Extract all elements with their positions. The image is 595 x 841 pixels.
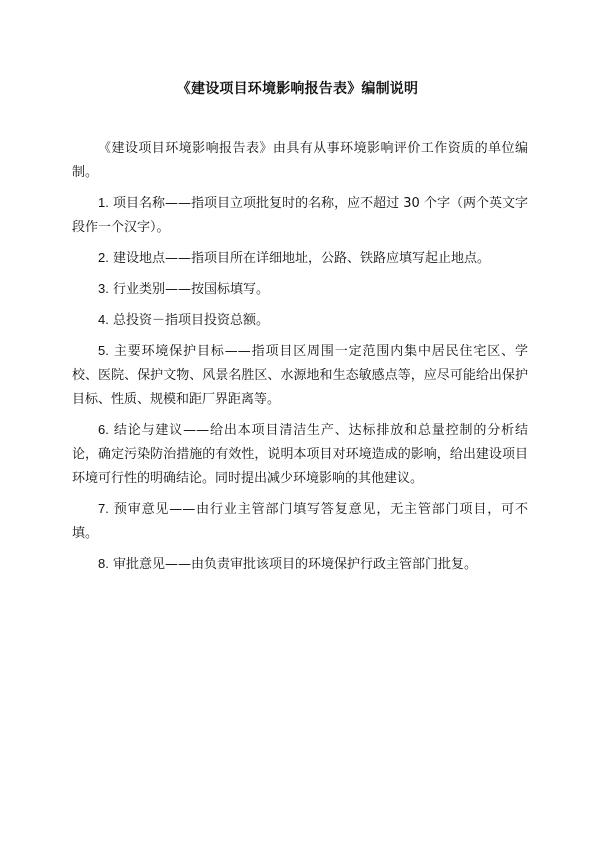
item-number: 1. bbox=[98, 195, 109, 210]
intro-paragraph: 《建设项目环境影响报告表》由具有从事环境影响评价工作资质的单位编制。 bbox=[72, 141, 528, 180]
item-text: 项目名称——指项目立项批复时的名称，应不超过 30 个字（两个英文字段作一个汉字）。 bbox=[72, 196, 528, 235]
item-number: 8. bbox=[98, 556, 109, 571]
item-text: 总投资－指项目投资总额。 bbox=[112, 313, 269, 328]
item-text: 建设地点——指项目所在详细地址，公路、铁路应填写起止地点。 bbox=[112, 251, 490, 266]
item-text: 预审意见——由行业主管部门填写答复意见，无主管部门项目，可不填。 bbox=[72, 502, 528, 541]
item-number: 2. bbox=[98, 250, 109, 265]
page-title: 《建设项目环境影响报告表》编制说明 bbox=[176, 81, 419, 97]
item-number: 6. bbox=[98, 422, 109, 437]
list-item bbox=[72, 497, 528, 546]
item-text: 结论与建议——给出本项目清洁生产、达标排放和总量控制的分析结论，确定污染防治措施的有效性，说明本项目对环境造成的影响，给出建设项目环境可行性的明确结论。同时提出减少环境影响的其他建议。 bbox=[72, 423, 528, 486]
item-number: 5. bbox=[98, 343, 109, 358]
item-text: 主要环境保护目标——指项目区周围一定范围内集中居民住宅区、学校、医院、保护文物、风景名胜区、水源地和生态敏感点等，应尽可能给出保护目标、性质、规模和距厂界距离等。 bbox=[72, 344, 528, 407]
list-item bbox=[72, 339, 528, 412]
item-text: 行业类别——按国标填写。 bbox=[112, 282, 269, 297]
list-item bbox=[72, 418, 528, 491]
item-number: 3. bbox=[98, 281, 109, 296]
list-item bbox=[72, 552, 528, 577]
item-text: 审批意见——由负责审批该项目的环境保护行政主管部门批复。 bbox=[112, 557, 477, 572]
list-item bbox=[72, 277, 528, 302]
item-number: 4. bbox=[98, 312, 109, 327]
item-number: 7. bbox=[98, 501, 109, 516]
list-item bbox=[72, 308, 528, 333]
document-body bbox=[72, 137, 528, 583]
list-item bbox=[72, 191, 528, 240]
list-item bbox=[72, 246, 528, 271]
